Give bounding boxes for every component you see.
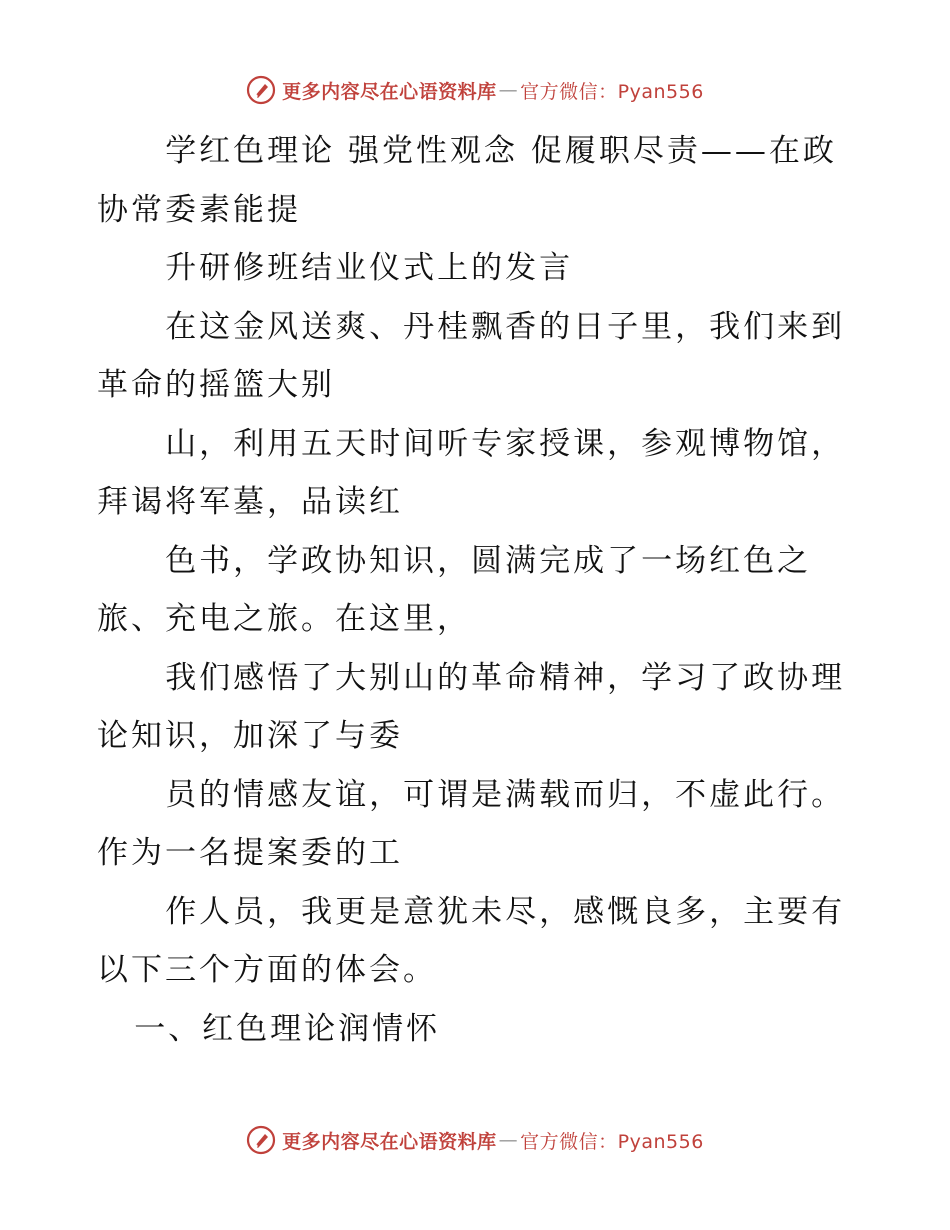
footer-watermark xyxy=(0,1120,950,1160)
paragraph-line: 学红色理论 强党性观念 促履职尽责——在政协常委素能提 xyxy=(97,133,837,228)
paragraph-line: 在这金风送爽、丹桂飘香的日子里，我们来到革命的摇篮大别 xyxy=(97,308,846,403)
paragraph-line: 作人员，我更是意犹未尽，感慨良多，主要有以下三个方面的体会。 xyxy=(97,893,846,988)
pen-circle-icon xyxy=(246,1125,276,1155)
section-heading: 一、红色理论润情怀 xyxy=(134,1010,441,1047)
paragraph-line: 山，利用五天时间听专家授课，参观博物馆，拜谒将军墓，品读红 xyxy=(97,425,846,520)
document-body xyxy=(97,122,857,1058)
watermark-text: 更多内容尽在心语资料库 xyxy=(282,1130,497,1153)
paragraph-line: 我们感悟了大别山的革命精神，学习了政协理论知识，加深了与委 xyxy=(97,659,846,754)
paragraph-line: 员的情感友谊，可谓是满载而归，不虚此行。作为一名提案委的工 xyxy=(97,776,846,871)
watermark-wechat-id: 官方微信：Pyan556 xyxy=(520,1130,704,1153)
header-watermark xyxy=(0,70,950,110)
paragraph-line: 色书，学政协知识，圆满完成了一场红色之旅、充电之旅。在这里， xyxy=(97,542,812,637)
watermark-separator: — xyxy=(498,1129,519,1151)
watermark-separator: — xyxy=(498,79,519,101)
watermark-text: 更多内容尽在心语资料库 xyxy=(282,80,497,103)
pen-circle-icon xyxy=(246,75,276,105)
watermark-wechat-id: 官方微信：Pyan556 xyxy=(520,80,704,103)
paragraph-line: 升研修班结业仪式上的发言 xyxy=(165,250,574,286)
